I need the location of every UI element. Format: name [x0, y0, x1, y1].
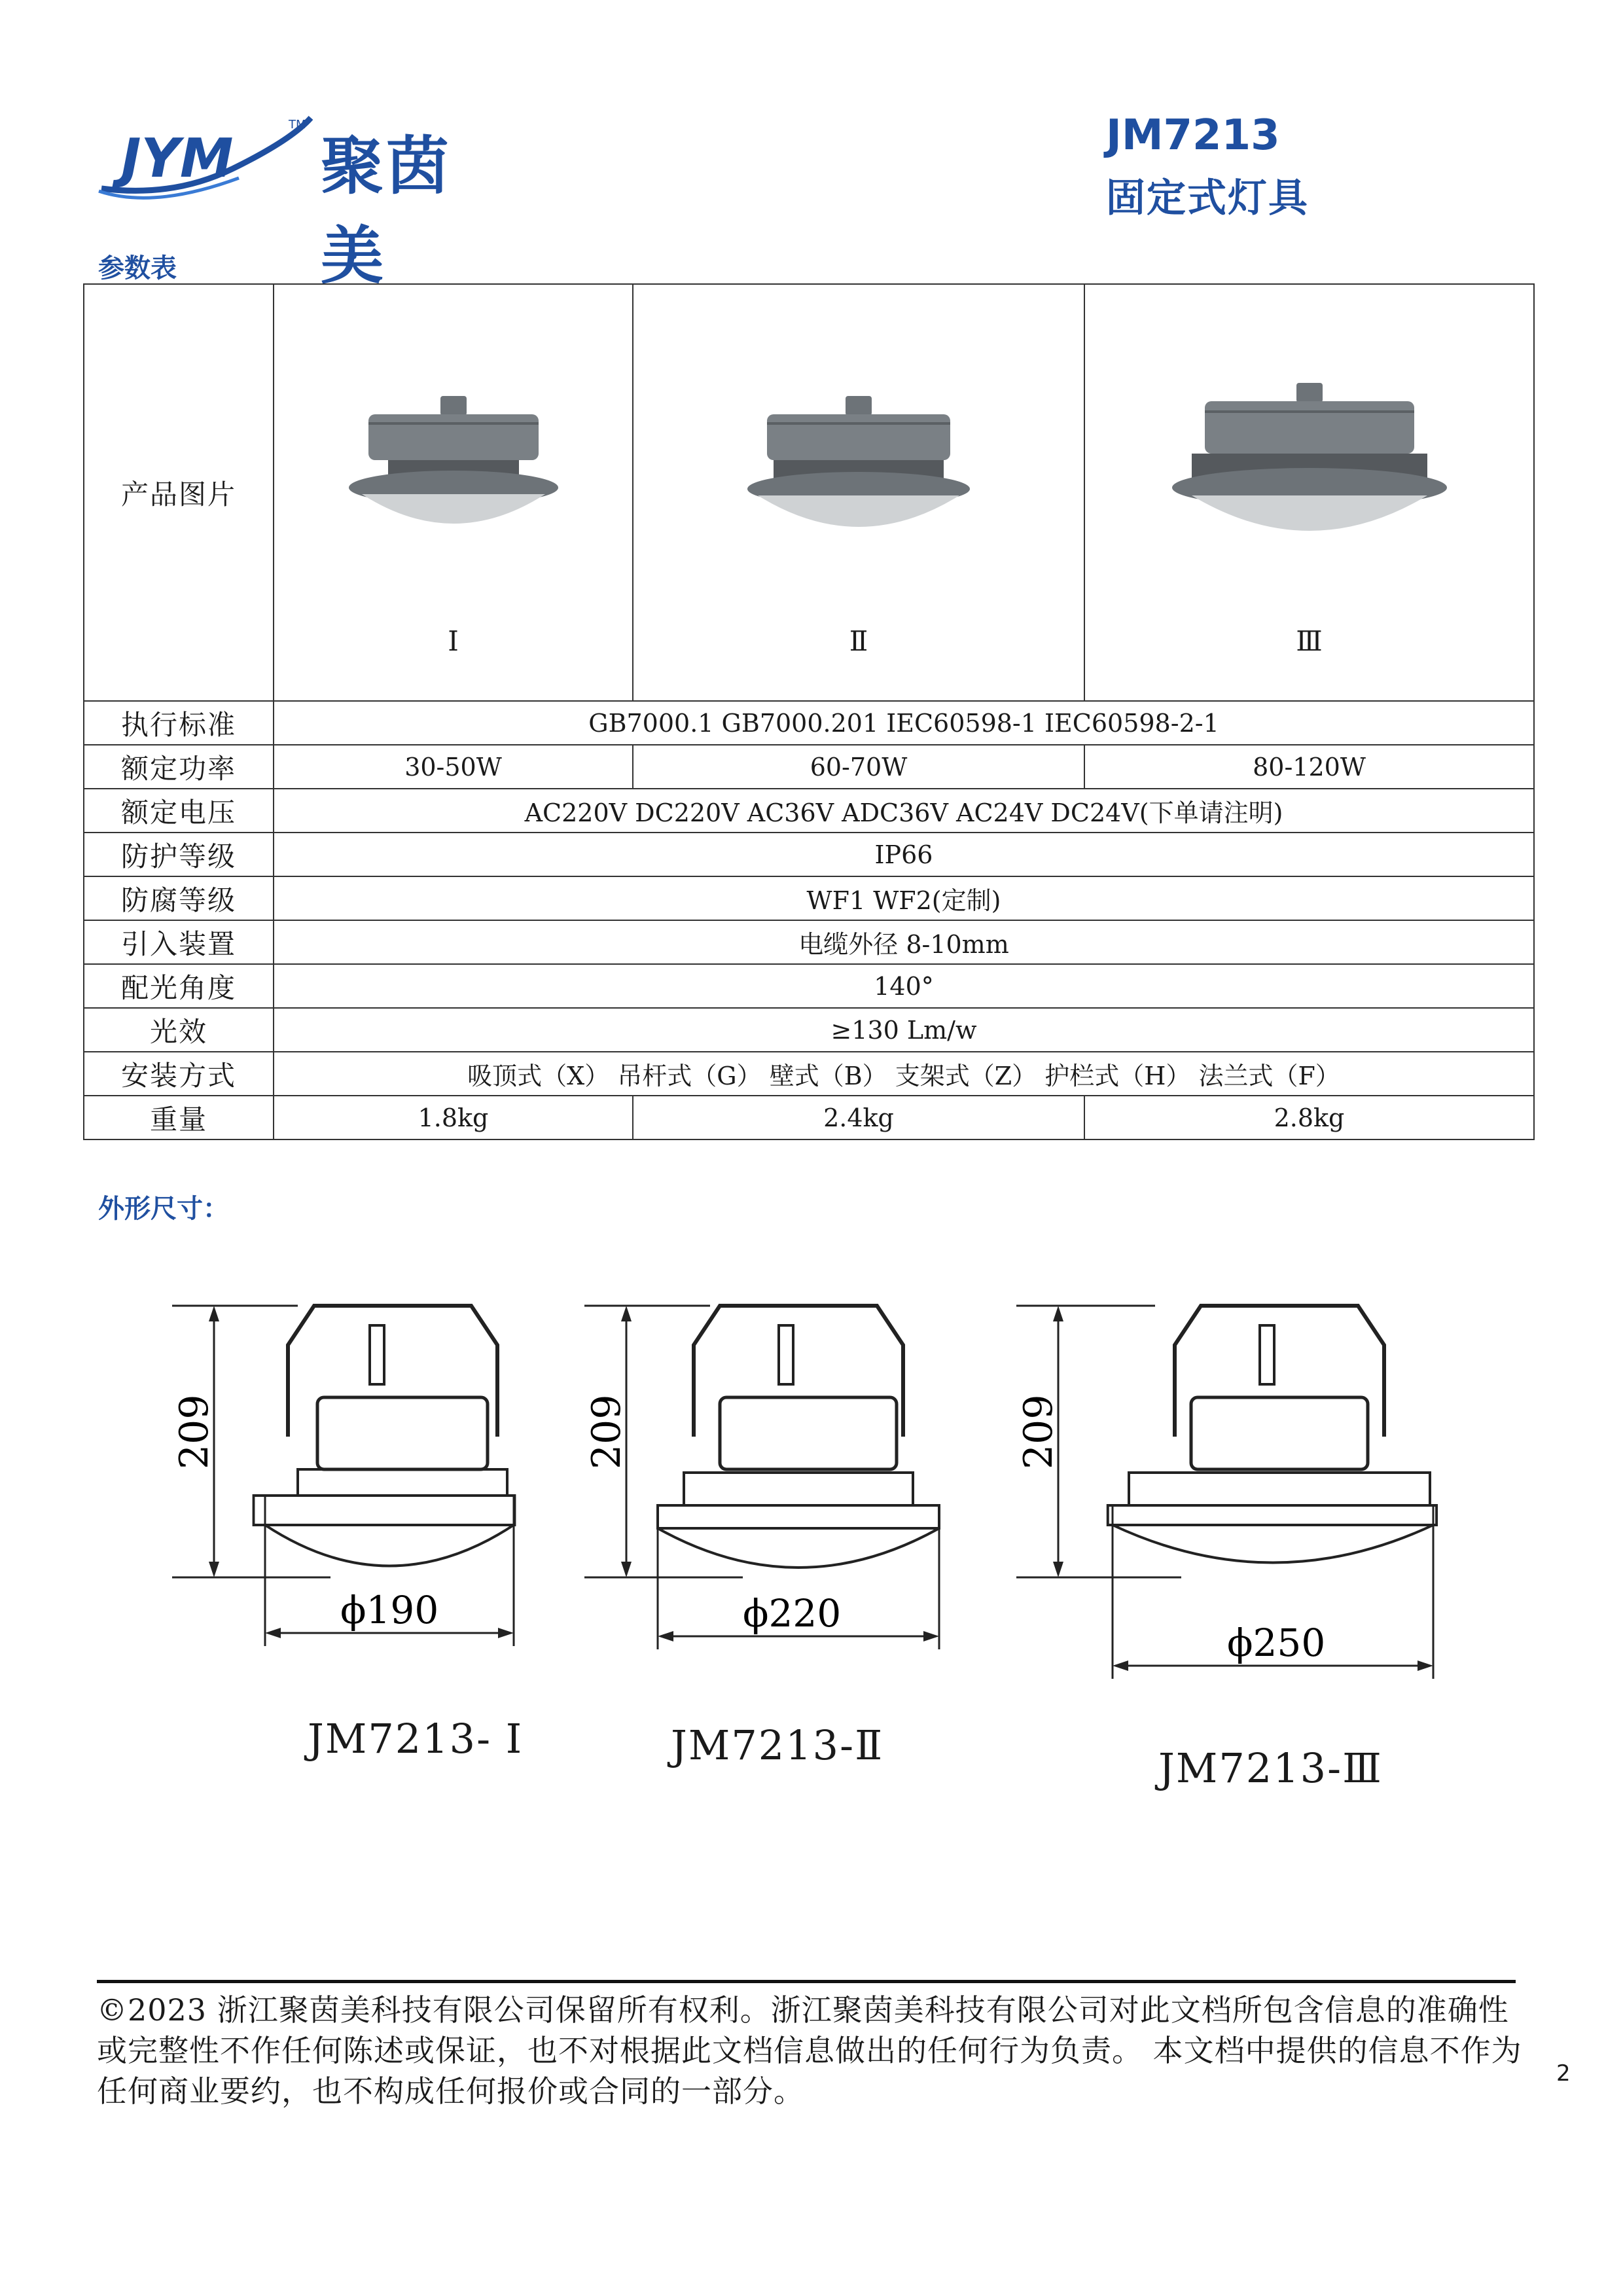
variant-label: Ⅲ [1296, 625, 1323, 657]
diameter-dimension: ϕ190 [340, 1588, 439, 1632]
model-name: 固定式灯具 [1106, 175, 1309, 221]
footer-divider [97, 1980, 1516, 1983]
logo-swoosh-icon [95, 111, 317, 203]
product-image-cell [633, 284, 1084, 701]
drawing-caption: JM7213- Ⅰ [308, 1715, 524, 1763]
row-value: 60-70W [633, 745, 1084, 789]
dims-section-title: 外形尺寸： [98, 1194, 229, 1224]
row-label: 安装方式 [84, 1052, 274, 1096]
image-row [84, 284, 1534, 701]
row-label: 重量 [84, 1096, 274, 1139]
row-label: 配光角度 [84, 964, 274, 1008]
voltage-row [84, 789, 1534, 833]
row-value: ≥130 Lm/w [274, 1008, 1534, 1052]
row-label: 执行标准 [84, 701, 274, 745]
row-label: 光效 [84, 1008, 274, 1052]
product-image-1 [349, 396, 558, 540]
product-image-cell [1084, 284, 1534, 701]
angle-row [84, 964, 1534, 1008]
row-label: 引入装置 [84, 920, 274, 964]
page-number: 2 [1556, 2060, 1571, 2087]
efficacy-row [84, 1008, 1534, 1052]
variant-label: Ⅰ [448, 625, 459, 657]
row-value: 2.8kg [1084, 1096, 1534, 1139]
row-value: 1.8kg [274, 1096, 633, 1139]
row-value: GB7000.1 GB7000.201 IEC60598-1 IEC60598-2-1 [274, 701, 1534, 745]
row-value: 140° [274, 964, 1534, 1008]
entry-row [84, 920, 1534, 964]
row-label: 防护等级 [84, 833, 274, 876]
standard-row [84, 701, 1534, 745]
height-dimension: 209 [171, 1394, 217, 1469]
row-value: 80-120W [1084, 745, 1534, 789]
product-image-cell [274, 284, 633, 701]
product-image-2 [747, 396, 970, 547]
row-value: AC220V DC220V AC36V ADC36V AC24V DC24V(下单请注明) [274, 789, 1534, 833]
spec-table [83, 283, 1535, 1140]
diameter-dimension: ϕ220 [743, 1591, 842, 1636]
dimension-drawing-1 [167, 1299, 533, 1668]
drawing-caption: JM7213-Ⅱ [671, 1721, 884, 1769]
mounting-row [84, 1052, 1534, 1096]
product-image-3 [1172, 383, 1447, 547]
variant-label: Ⅱ [849, 625, 868, 657]
logo-tm: TM [289, 118, 306, 132]
row-label: 产品图片 [84, 284, 274, 701]
params-section-title: 参数表 [98, 253, 177, 283]
row-value: 30-50W [274, 745, 633, 789]
row-value: 电缆外径 8-10mm [274, 920, 1534, 964]
logo-mark: JYM [121, 128, 234, 190]
height-dimension: 209 [584, 1394, 630, 1469]
row-label: 额定功率 [84, 745, 274, 789]
dimension-drawing-2 [579, 1299, 946, 1668]
diameter-dimension: ϕ250 [1227, 1621, 1326, 1665]
row-value: IP66 [274, 833, 1534, 876]
model-number: JM7213 [1106, 111, 1280, 160]
row-label: 额定电压 [84, 789, 274, 833]
weight-row [84, 1096, 1534, 1139]
ip-row [84, 833, 1534, 876]
row-value: WF1 WF2(定制) [274, 876, 1534, 920]
row-label: 防腐等级 [84, 876, 274, 920]
power-row [84, 745, 1534, 789]
dimension-drawing-3 [1011, 1299, 1443, 1695]
row-value: 吸顶式（X） 吊杆式（G） 壁式（B） 支架式（Z） 护栏式（H） 法兰式（F） [274, 1052, 1534, 1096]
row-value: 2.4kg [633, 1096, 1084, 1139]
brand-name: 聚茵美 [321, 130, 452, 293]
height-dimension: 209 [1016, 1394, 1061, 1469]
drawing-caption: JM7213-Ⅲ [1158, 1744, 1383, 1792]
copyright-notice: ©2023 浙江聚茵美科技有限公司保留所有权利。浙江聚茵美科技有限公司对此文档所包含信息的准确性或完整性不作任何陈述或保证，也不对根据此文档信息做出的任何行为负责。 本文档中提供的信息不作为任何商业要约，也不构成任何报价或合同的一部分。 [97, 1992, 1522, 2109]
corrosion-row [84, 876, 1534, 920]
